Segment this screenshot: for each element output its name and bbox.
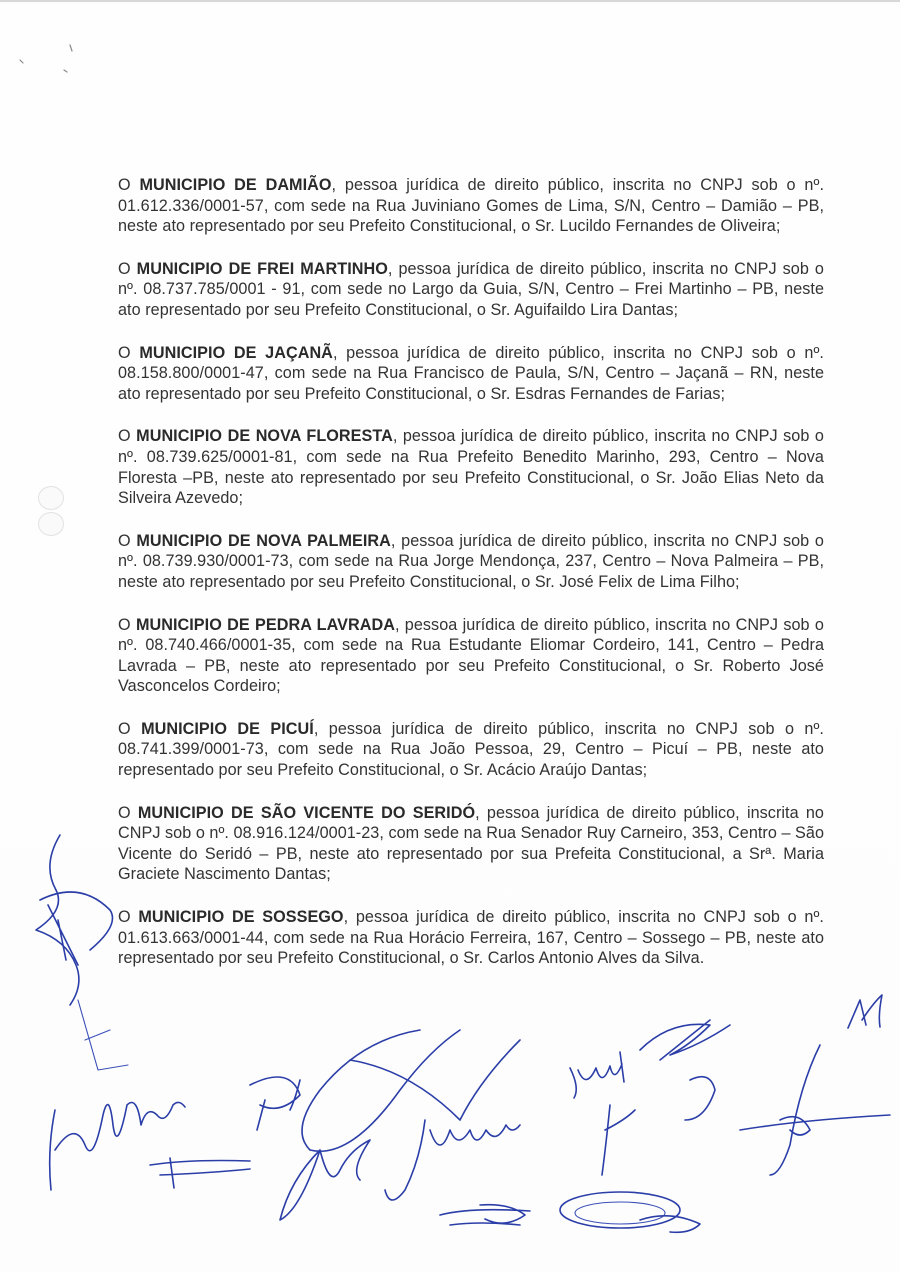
paragraph-body: , pessoa jurídica de direito público, inscrita no CNPJ sob o nº. 08.916.124/0001-23, com sede na Rua Senador Ruy Carneiro, 353, Centro – São Vicente do Seridó – PB, neste ato representado por sua Prefeita Constitucional, a Srª. Maria Graciete Nascimento Dantas; (118, 803, 825, 884)
paragraph-prefix: O (118, 803, 138, 822)
municipality-name: MUNICIPIO DE PEDRA LAVRADA (135, 615, 395, 634)
municipality-name: MUNICIPIO DE PICUÍ (141, 719, 314, 738)
paragraph-body: , pessoa jurídica de direito público, inscrita no CNPJ sob o nº. 08.739.625/0001-81, com sede na Rua Prefeito Benedito Marinho, 293, Centro – Nova Floresta –PB, neste ato representado por seu Prefeito Constitucional, o Sr. João Elias Neto da Silveira Azevedo; (118, 427, 824, 508)
signature-2 (250, 1030, 520, 1151)
punch-hole-bottom (38, 512, 64, 536)
paragraph-picui (118, 719, 824, 781)
pencil-marks (20, 45, 72, 72)
paragraph-pedra-lavrada (118, 615, 824, 697)
paragraph-damiao (118, 175, 824, 237)
signature-5 (570, 1020, 730, 1175)
paragraph-prefix: O (118, 343, 140, 362)
paragraph-body: , pessoa jurídica de direito público, inscrita no CNPJ sob o nº. 08.741.399/0001-73, com sede na Rua João Pessoa, 29, Centro – Picuí – PB, neste ato representado por seu Prefeito Constitucional, o Sr. Acácio Araújo Dantas; (118, 719, 824, 780)
document-body (118, 175, 824, 991)
municipality-name: MUNICIPIO DE NOVA PALMEIRA (136, 531, 391, 550)
paragraph-nova-floresta (118, 426, 824, 508)
margin-initials-left (36, 835, 128, 1070)
paragraph-prefix: O (118, 719, 142, 738)
paragraph-frei-martinho (118, 259, 824, 321)
municipality-name: MUNICIPIO DE DAMIÃO (139, 176, 332, 194)
signature-6 (740, 1045, 890, 1175)
paragraph-prefix: O (118, 615, 136, 634)
municipality-name: MUNICIPIO DE NOVA FLORESTA (136, 427, 393, 446)
municipality-name: MUNICIPIO DE FREI MARTINHO (136, 259, 388, 278)
paragraph-prefix: O (118, 176, 140, 194)
signature-3 (280, 1120, 530, 1225)
signature-1 (50, 1102, 250, 1190)
paragraph-body: , pessoa jurídica de direito público, inscrita no CNPJ sob o nº. 08.740.466/0001-35, com sede na Rua Estudante Eliomar Cordeiro, 141, Centro – Pedra Lavrada – PB, neste ato representado por seu Prefeito Constitucional, o Sr. Roberto José Vasconcelos Cordeiro; (118, 615, 824, 696)
paragraph-sossego (118, 907, 824, 969)
paragraph-body: , pessoa jurídica de direito público, inscrita no CNPJ sob o nº. 01.613.663/0001-44, com sede na Rua Horácio Ferreira, 167, Centro – Sossego – PB, neste ato representado por seu Prefeito Constitucional, o Sr. Carlos Antonio Alves da Silva. (118, 908, 824, 968)
paragraph-body: , pessoa jurídica de direito público, inscrita no CNPJ sob o nº. 01.612.336/0001-57, com sede na Rua Juviniano Gomes de Lima, S/N, Centro – Damião – PB, neste ato representado por seu Prefeito Constitucional, o Sr. Lucildo Fernandes de Oliveira; (118, 176, 824, 236)
paragraph-body: , pessoa jurídica de direito público, inscrita no CNPJ sob o nº. 08.739.930/0001-73, com sede na Rua Jorge Mendonça, 237, Centro – Nova Palmeira – PB, neste ato representado por seu Prefeito Constitucional, o Sr. José Felix de Lima Filho; (118, 531, 824, 591)
paragraph-prefix: O (118, 531, 137, 550)
paragraph-prefix: O (118, 259, 137, 278)
municipality-name: MUNICIPIO DE SÃO VICENTE DO SERIDÓ (137, 803, 476, 822)
municipality-name: MUNICIPIO DE SOSSEGO (138, 908, 344, 927)
paragraph-prefix: O (118, 427, 137, 446)
page-top-edge (0, 0, 900, 2)
margin-initials-right (848, 995, 882, 1028)
signature-4 (560, 1192, 700, 1232)
paragraph-jacana (118, 343, 824, 405)
paragraph-prefix: O (118, 908, 139, 927)
paragraph-body: , pessoa jurídica de direito público, inscrita no CNPJ sob o nº. 08.158.800/0001-47, com sede na Rua Francisco de Paula, S/N, Centro – Jaçanã – RN, neste ato representado por seu Prefeito Constitucional, o Sr. Esdras Fernandes de Farias; (118, 343, 824, 403)
paragraph-sao-vicente-do-serido (118, 803, 824, 885)
punch-hole-top (38, 486, 64, 510)
paragraph-body: , pessoa jurídica de direito público, inscrita no CNPJ sob o nº. 08.737.785/0001 - 91, com sede no Largo da Guia, S/N, Centro – Frei Martinho – PB, neste ato representado por seu Prefeito Constitucional, o Sr. Aguifaildo Lira Dantas; (118, 259, 824, 319)
paragraph-nova-palmeira (118, 531, 824, 593)
municipality-name: MUNICIPIO DE JAÇANÃ (139, 343, 333, 362)
